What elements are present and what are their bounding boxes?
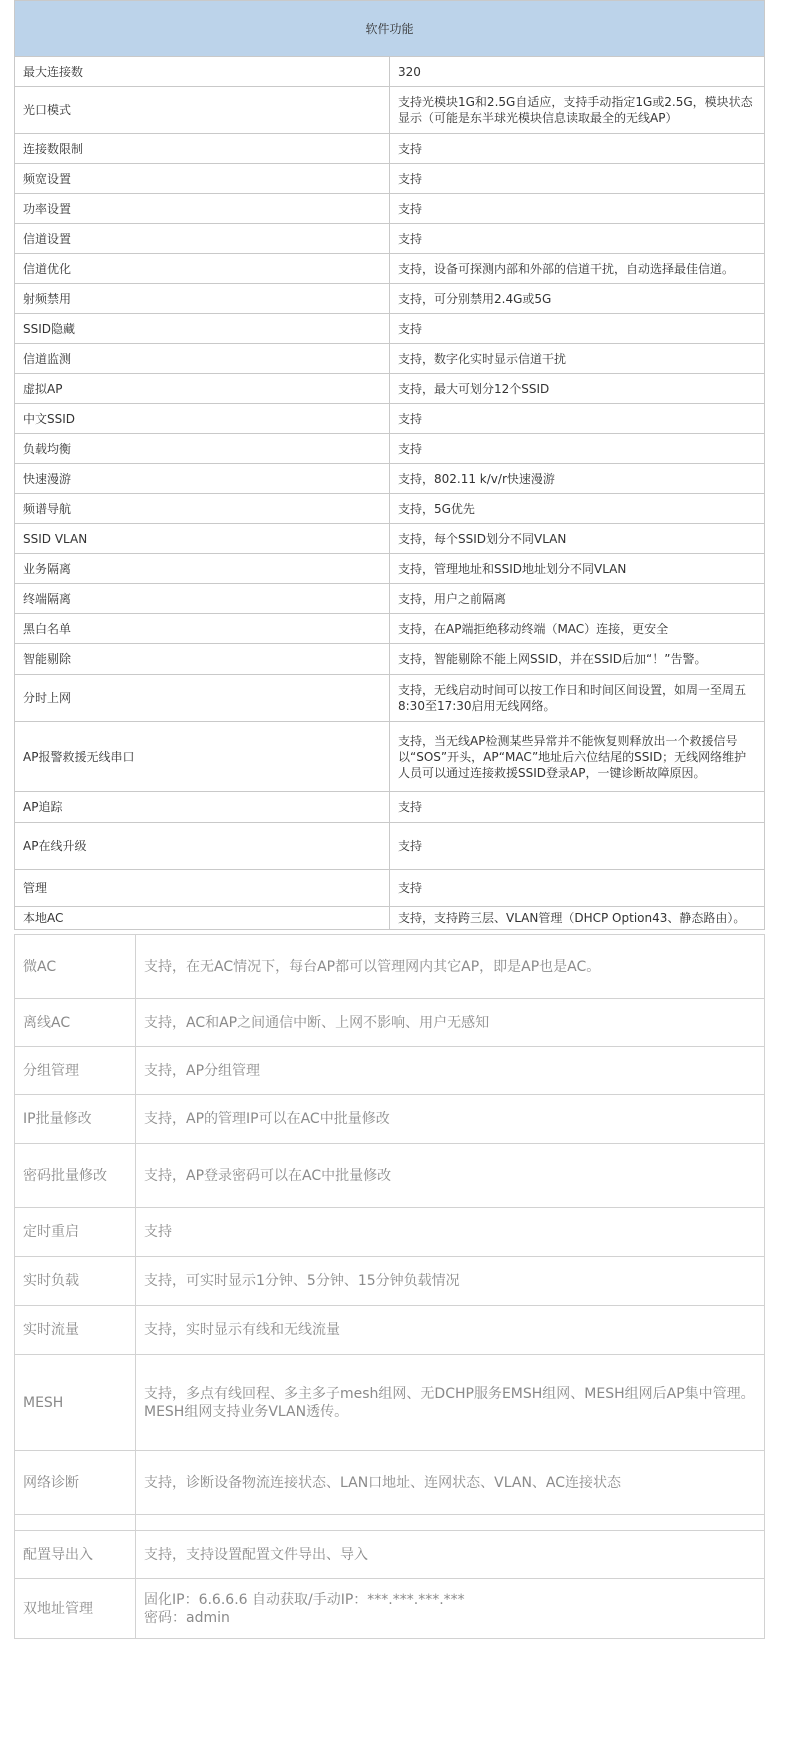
table-row [15,1515,765,1531]
spec-key [15,1515,136,1531]
spec-key: 终端隔离 [15,584,390,614]
spec-value: 支持，在无AC情况下，每台AP都可以管理网内其它AP，即是AP也是AC。 [136,935,765,999]
spec-value: 支持，在AP端拒绝移动终端（MAC）连接，更安全 [390,614,765,644]
spec-key: 智能剔除 [15,644,390,675]
table-row [15,57,765,87]
spec-value: 支持 [390,134,765,164]
spec-value: 支持，无线启动时间可以按工作日和时间区间设置，如周一至周五8:30至17:30启用无线网络。 [390,675,765,722]
spec-value: 支持，最大可划分12个SSID [390,374,765,404]
table-row [15,1208,765,1257]
spec-key: 定时重启 [15,1208,136,1257]
table-row [15,554,765,584]
spec-key: 网络诊断 [15,1451,136,1515]
spec-value: 支持，AP的管理IP可以在AC中批量修改 [136,1095,765,1144]
spec-value [136,1515,765,1531]
spec-value: 支持，802.11 k/v/r快速漫游 [390,464,765,494]
spec-key: 密码批量修改 [15,1144,136,1208]
spec-key: 快速漫游 [15,464,390,494]
spec-value: 支持 [390,164,765,194]
spec-key: 频谱导航 [15,494,390,524]
spec-value: 支持，管理地址和SSID地址划分不同VLAN [390,554,765,584]
spec-value: 支持，可实时显示1分钟、5分钟、15分钟负载情况 [136,1257,765,1306]
spec-value: 支持，当无线AP检测某些异常并不能恢复则释放出一个救援信号以“SOS”开头，AP“MAC”地址后六位结尾的SSID；无线网络维护人员可以通过连接救援SSID登录AP，一键诊断故障原因。 [390,722,765,792]
table-row [15,224,765,254]
spec-value: 支持，实时显示有线和无线流量 [136,1306,765,1355]
spec-value-line: 密码：admin [144,1609,230,1626]
table-row [15,792,765,823]
table-row [15,1257,765,1306]
spec-key: AP追踪 [15,792,390,823]
table-row [15,1095,765,1144]
spec-key: AP在线升级 [15,823,390,870]
spec-key: IP批量修改 [15,1095,136,1144]
spec-value: 支持 [390,314,765,344]
spec-value-line: 支持，多点有线回程、多主多子mesh组网、无DCHP服务EMSH组网、MESH组网后AP集中管理。 [144,1385,755,1402]
spec-key: 业务隔离 [15,554,390,584]
spec-value: 支持 [390,404,765,434]
table-row [15,494,765,524]
spec-key: SSID隐藏 [15,314,390,344]
spec-value: 支持光模块1G和2.5G自适应，支持手动指定1G或2.5G，模块状态显示（可能是东半球光模块信息读取最全的无线AP） [390,87,765,134]
section-title: 软件功能 [15,1,765,57]
table-row [15,1579,765,1639]
spec-value: 支持，支持跨三层、VLAN管理（DHCP Option43、静态路由）。 [390,907,765,930]
spec-value: 支持 [390,434,765,464]
table-row [15,907,765,930]
table-row [15,1531,765,1579]
spec-key: 连接数限制 [15,134,390,164]
table-row [15,1306,765,1355]
table-row [15,134,765,164]
spec-key: 分时上网 [15,675,390,722]
spec-value: 支持，支持设置配置文件导出、导入 [136,1531,765,1579]
spec-key: 信道设置 [15,224,390,254]
spec-value: 支持 [390,224,765,254]
table-row [15,1144,765,1208]
spec-key: 频宽设置 [15,164,390,194]
spec-key: 实时流量 [15,1306,136,1355]
spec-key: AP报警救援无线串口 [15,722,390,792]
spec-key: 虚拟AP [15,374,390,404]
table-row [15,823,765,870]
table-row [15,344,765,374]
table-row [15,374,765,404]
spec-key: 黑白名单 [15,614,390,644]
spec-key: SSID VLAN [15,524,390,554]
table-row [15,935,765,999]
spec-key: 最大连接数 [15,57,390,87]
spec-value: 支持，AP登录密码可以在AC中批量修改 [136,1144,765,1208]
table-row [15,164,765,194]
table-row [15,314,765,344]
spec-value: 支持 [390,870,765,907]
table-row [15,1047,765,1095]
table-row [15,87,765,134]
table-row [15,524,765,554]
spec-key: 射频禁用 [15,284,390,314]
table-row [15,464,765,494]
spec-value: 支持，AP分组管理 [136,1047,765,1095]
spec-key: 微AC [15,935,136,999]
table-row [15,644,765,675]
table-row [15,999,765,1047]
spec-value: 支持，数字化实时显示信道干扰 [390,344,765,374]
spec-value: 支持，设备可探测内部和外部的信道干扰，自动选择最佳信道。 [390,254,765,284]
spec-value: 支持 [390,823,765,870]
spec-table-ac [14,934,765,1639]
spec-value: 支持，AC和AP之间通信中断、上网不影响、用户无感知 [136,999,765,1047]
table-row [15,584,765,614]
spec-value: 支持，每个SSID划分不同VLAN [390,524,765,554]
spec-key: 负载均衡 [15,434,390,464]
spec-key: 离线AC [15,999,136,1047]
spec-value-line: MESH组网支持业务VLAN透传。 [144,1403,349,1420]
spec-value: 320 [390,57,765,87]
spec-value: 支持，可分别禁用2.4G或5G [390,284,765,314]
spec-sheet [14,0,765,1639]
table-row [15,1355,765,1451]
spec-key: 中文SSID [15,404,390,434]
spec-value: 支持，诊断设备物流连接状态、LAN口地址、连网状态、VLAN、AC连接状态 [136,1451,765,1515]
spec-key: MESH [15,1355,136,1451]
spec-key: 双地址管理 [15,1579,136,1639]
spec-key: 本地AC [15,907,390,930]
spec-value [136,1579,765,1639]
spec-value [136,1355,765,1451]
table-row [15,870,765,907]
table-row [15,722,765,792]
spec-value: 支持 [136,1208,765,1257]
spec-key: 功率设置 [15,194,390,224]
table-row [15,254,765,284]
table-row [15,404,765,434]
spec-value: 支持，用户之前隔离 [390,584,765,614]
table-row [15,614,765,644]
table-row [15,194,765,224]
spec-key: 信道优化 [15,254,390,284]
spec-key: 配置导出入 [15,1531,136,1579]
spec-value: 支持 [390,194,765,224]
spec-value: 支持，智能剔除不能上网SSID，并在SSID后加“！”告警。 [390,644,765,675]
spec-key: 分组管理 [15,1047,136,1095]
table-row [15,284,765,314]
spec-key: 实时负载 [15,1257,136,1306]
spec-key: 光口模式 [15,87,390,134]
table-row [15,675,765,722]
spec-value: 支持 [390,792,765,823]
spec-value: 支持，5G优先 [390,494,765,524]
table-row [15,434,765,464]
table-row [15,1451,765,1515]
spec-key: 管理 [15,870,390,907]
spec-table-main [14,0,765,930]
spec-key: 信道监测 [15,344,390,374]
spec-value-line: 固化IP：6.6.6.6 自动获取/手动IP：***.***.***.*** [144,1591,465,1608]
